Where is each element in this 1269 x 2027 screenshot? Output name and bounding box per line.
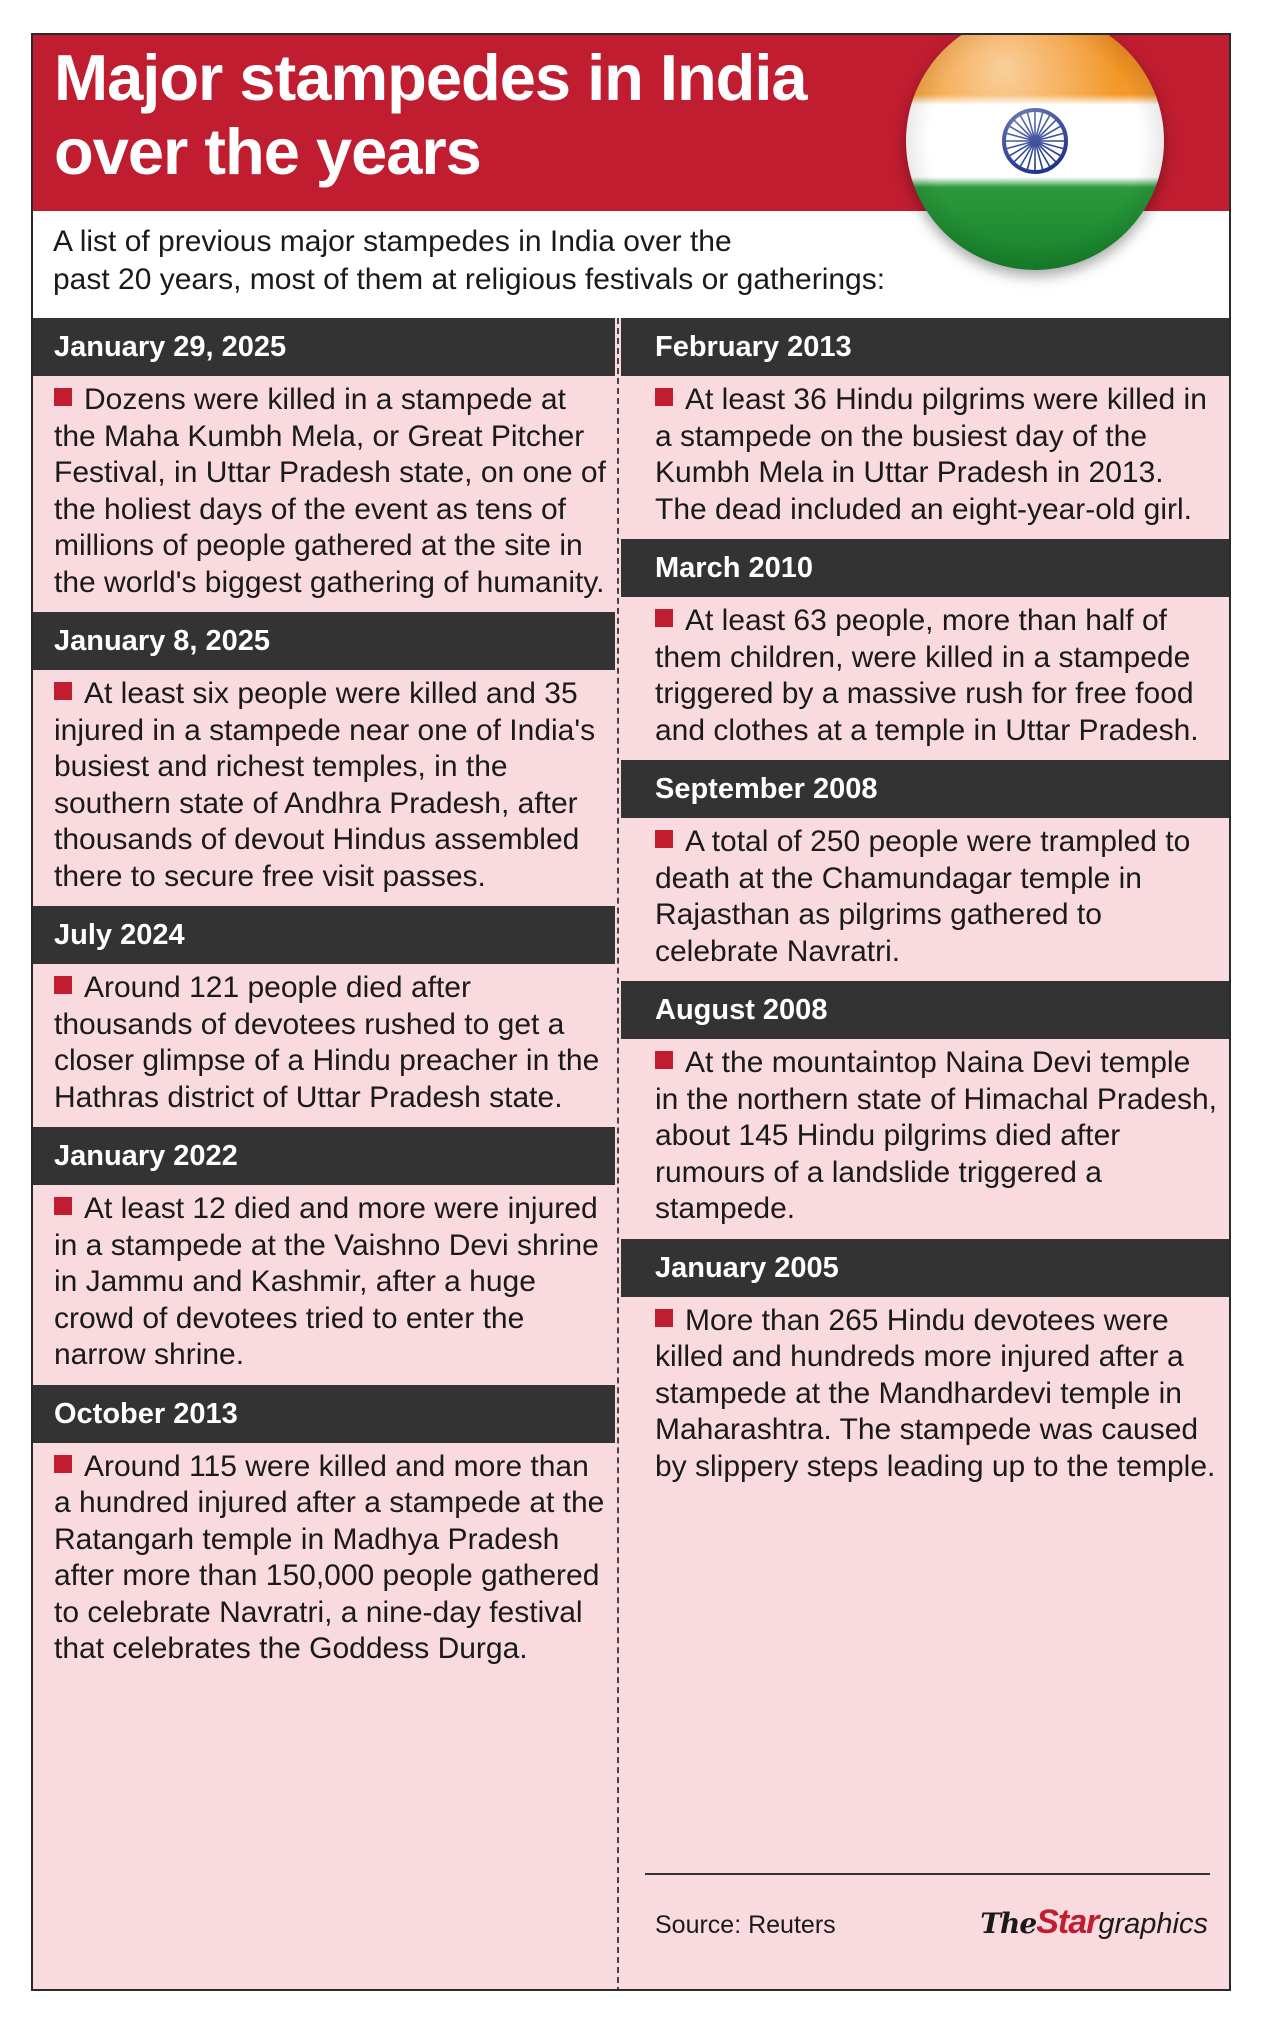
entry-description — [621, 818, 1231, 981]
red-square-bullet-icon — [54, 388, 72, 406]
entry-text: At least six people were killed and 35 injured in a stampede near one of India's busiest and richest temples, in the southern state of Andhra Pradesh, after thousands of devout Hindus assembled there to secure free visit passes. — [54, 677, 596, 893]
the-star-graphics-logo — [980, 1903, 1208, 1942]
entry-date: September 2008 — [621, 760, 1231, 818]
entry-text: Dozens were killed in a stampede at the Maha Kumbh Mela, or Great Pitcher Festival, in Uttar Pradesh state, on one of the holiest days of the event as tens of millions of people gathered at the site in the world's biggest gathering of humanity. — [54, 383, 606, 599]
entry-date: July 2024 — [33, 906, 615, 964]
red-square-bullet-icon — [655, 609, 673, 627]
entry-description — [621, 376, 1231, 539]
infographic — [31, 33, 1231, 1991]
red-square-bullet-icon — [54, 682, 72, 700]
intro-line-1: A list of previous major stampedes in India over the — [53, 225, 732, 258]
entry-date: January 2005 — [621, 1239, 1231, 1297]
left-column — [33, 318, 615, 1679]
entry-text: At the mountaintop Naina Devi temple in the northern state of Himachal Pradesh, about 145 Hindu pilgrims died after rumours of a landslide triggered a stampede. — [655, 1046, 1217, 1225]
entry-description — [33, 1185, 615, 1385]
entry-description — [621, 1039, 1231, 1239]
red-square-bullet-icon — [655, 830, 673, 848]
red-square-bullet-icon — [655, 1051, 673, 1069]
entry-date: February 2013 — [621, 318, 1231, 376]
red-square-bullet-icon — [655, 1309, 673, 1327]
right-column — [621, 318, 1231, 1496]
intro-text — [53, 223, 1053, 299]
entry-date: August 2008 — [621, 981, 1231, 1039]
entry-date: January 8, 2025 — [33, 612, 615, 670]
entry-text: Around 115 were killed and more than a hundred injured after a stampede at the Ratangarh temple in Madhya Pradesh after more than 150,000 people gathered to celebrate Navratri, a nine-day festival that celebrates the Goddess Durga. — [54, 1449, 605, 1665]
red-square-bullet-icon — [54, 976, 72, 994]
entry-text: At least 36 Hindu pilgrims were killed in a stampede on the busiest day of the Kumbh Mela in Uttar Pradesh in 2013. The dead included an eight-year-old girl. — [655, 383, 1207, 526]
source-credit: Source: Reuters — [655, 1911, 836, 1939]
entry-description — [621, 1297, 1231, 1497]
red-square-bullet-icon — [54, 1455, 72, 1473]
page-title — [54, 41, 807, 189]
entry-date: October 2013 — [33, 1385, 615, 1443]
footer — [645, 1873, 1210, 1955]
entry-text: At least 63 people, more than half of them children, were killed in a stampede triggered by a massive rush for free food and clothes at a temple in Uttar Pradesh. — [655, 604, 1199, 747]
brand-star: Star — [1036, 1903, 1099, 1941]
brand-the: The — [980, 1907, 1037, 1940]
column-divider — [617, 318, 619, 1991]
entry-description — [621, 597, 1231, 760]
brand-graphics: graphics — [1098, 1908, 1208, 1940]
entry-date: January 2022 — [33, 1127, 615, 1185]
title-line-2: over the years — [54, 115, 481, 188]
entry-description — [33, 670, 615, 906]
red-square-bullet-icon — [54, 1197, 72, 1215]
entry-text: At least 12 died and more were injured in a stampede at the Vaishno Devi shrine in Jammu and Kashmir, after a huge crowd of devotees tried to enter the narrow shrine. — [54, 1192, 599, 1371]
entry-text: A total of 250 people were trampled to death at the Chamundagar temple in Rajasthan as pilgrims gathered to celebrate Navratri. — [655, 825, 1191, 968]
entry-date: January 29, 2025 — [33, 318, 615, 376]
entry-text: Around 121 people died after thousands of devotees rushed to get a closer glimpse of a Hindu preacher in the Hathras district of Uttar Pradesh state. — [54, 971, 600, 1114]
intro-line-2: past 20 years, most of them at religious festivals or gatherings: — [53, 263, 886, 296]
entry-description — [33, 1443, 615, 1679]
title-line-1: Major stampedes in India — [54, 41, 807, 114]
entry-description — [33, 376, 615, 612]
entry-date: March 2010 — [621, 539, 1231, 597]
red-square-bullet-icon — [655, 388, 673, 406]
entry-text: More than 265 Hindu devotees were killed and hundreds more injured after a stampede at the Mandhardevi temple in Maharashtra. The stampede was caused by slippery steps leading up to the temple. — [655, 1303, 1216, 1483]
entry-description — [33, 964, 615, 1127]
